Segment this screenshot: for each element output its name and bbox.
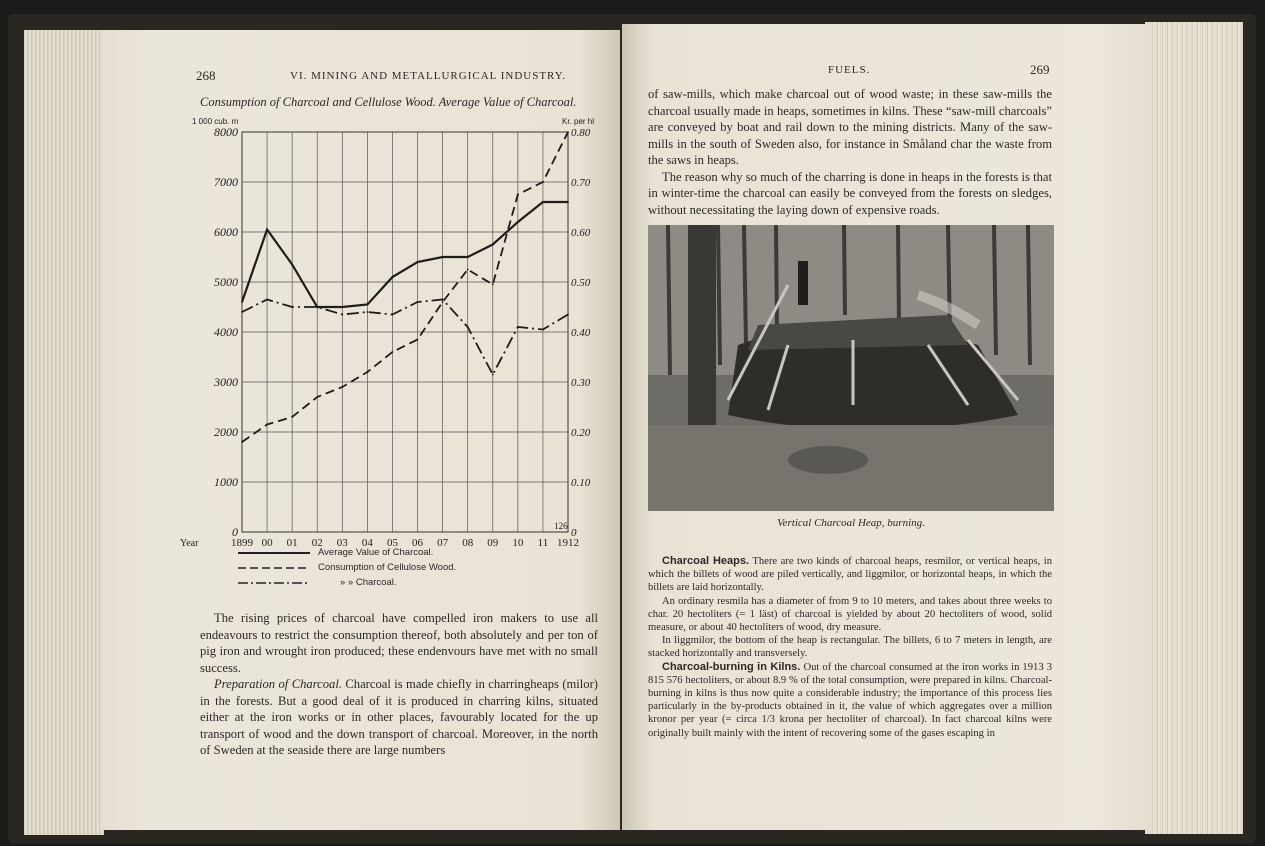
data-point-solid [492, 244, 494, 246]
paragraph: The reason why so much of the charring is done in heaps in the forests is that in winter-time the charcoal can easily be conveyed from the forests on sledges, without necessitating the laying down of expensive roads. [648, 169, 1052, 217]
legend-label: Average Value of Charcoal. [318, 547, 434, 558]
legend-swatch-dashed [238, 565, 310, 571]
data-point-dashed [241, 441, 243, 443]
data-point-dashdot [316, 306, 318, 308]
legend-item-average-value [238, 545, 456, 560]
data-point-dashdot [241, 311, 243, 313]
x-tick-label: 04 [361, 537, 373, 549]
data-point-solid [442, 256, 444, 258]
chart-annotation: 126 [554, 521, 568, 531]
data-point-dashed [467, 269, 469, 271]
data-point-dashed [366, 371, 368, 373]
x-tick-label: 03 [336, 537, 348, 549]
legend-label: Consumption of Cellulose Wood. [318, 562, 457, 573]
chart-legend [238, 545, 456, 590]
x-tick-label: 1899 [231, 537, 253, 549]
paragraph: In liggmilor, the bottom of the heap is rectangular. The billets, 6 to 7 meters in length, are stacked horizontally and transversely. [648, 635, 1052, 660]
data-point-dashdot [291, 306, 293, 308]
data-point-solid [266, 229, 268, 231]
x-tick-label: 02 [311, 537, 323, 549]
data-point-dashed [341, 386, 343, 388]
paragraph [648, 555, 1052, 595]
right-tick-label: 0.80 [571, 127, 591, 139]
paragraph: of saw-mills, which make charcoal out of wood waste; in these saw-mills the charcoal usually made in heaps, sometimes in kilns. These “saw-mill charcoals” are conveyed by boat and rail down to the mining districts. Many of the saw-mills in the south of Sweden also, for instance in Småland char the waste from the saws in heaps. [648, 87, 1052, 167]
data-point-dashed [517, 194, 519, 196]
x-tick-label: 00 [261, 537, 273, 549]
right-tick-label: 0.30 [571, 377, 591, 389]
data-point-dashdot [392, 314, 394, 316]
left-page-number: 268 [196, 68, 216, 83]
data-point-solid [291, 264, 293, 266]
paragraph-lead: Preparation of Charcoal. [214, 677, 342, 691]
data-point-dashdot [417, 301, 419, 303]
data-point-dashdot [542, 329, 544, 331]
data-point-solid [542, 201, 544, 203]
data-point-dashdot [366, 311, 368, 313]
paragraph-body: There are two kinds of charcoal heaps, resmilor, or vertical heaps, in which the billets of wood are piled vertically, and liggmilor, or horizontal heaps, in which the billets are laid horizontally. [648, 556, 1053, 594]
legend-swatch-solid [238, 550, 310, 556]
series-line-solid [242, 202, 568, 307]
data-point-dashed [442, 301, 444, 303]
series-line-dashdot [242, 300, 568, 375]
data-point-solid [241, 301, 243, 303]
data-point-dashdot [341, 314, 343, 316]
data-point-solid [341, 306, 343, 308]
right-small-text [648, 555, 1052, 740]
left-tick-label: 8000 [214, 125, 238, 139]
right-tick-label: 0 [571, 527, 577, 539]
legend-label: » » Charcoal. [340, 577, 397, 588]
left-tick-label: 0 [232, 525, 238, 539]
left-page-edges [24, 30, 104, 835]
legend-item-charcoal [238, 575, 456, 590]
right-tick-label: 0.60 [571, 227, 591, 239]
data-point-dashdot [442, 299, 444, 301]
charcoal-heap-photo [648, 225, 1054, 511]
data-point-dashdot [467, 326, 469, 328]
data-point-dashdot [517, 326, 519, 328]
right-body-text [648, 86, 1052, 218]
chart-title: Consumption of Charcoal and Cellulose Wood. Average Value of Charcoal. [200, 95, 577, 109]
left-running-head: VI. MINING AND METALLURGICAL INDUSTRY. [290, 70, 567, 82]
section-heading-heaps: Charcoal Heaps. [662, 555, 750, 567]
x-axis-prefix: Year [180, 538, 199, 549]
left-tick-label: 6000 [214, 225, 238, 239]
data-point-dashed [392, 351, 394, 353]
data-point-solid [467, 256, 469, 258]
photo-caption: Vertical Charcoal Heap, burning. [777, 517, 925, 529]
right-tick-label: 0.20 [571, 427, 591, 439]
x-tick-label: 09 [487, 537, 499, 549]
data-point-dashed [567, 131, 569, 133]
paragraph [200, 676, 598, 759]
x-tick-label: 11 [537, 537, 549, 549]
data-point-dashdot [266, 299, 268, 301]
right-page-edges [1145, 22, 1243, 834]
right-tick-label: 0.70 [571, 177, 591, 189]
paragraph-body: Charcoal is made chiefly in charringheaps (milor) in the forests. But a good deal of it is produced in charring kilns, situated either at the iron works or in other places, favourably located for the up transport of wood and the down transport of charcoal. Moreover, in the north of Sweden at the seaside there are large numbers [200, 677, 598, 757]
x-tick-label: 06 [412, 537, 424, 549]
data-point-dashed [291, 416, 293, 418]
data-point-solid [517, 221, 519, 223]
right-tick-label: 0.40 [571, 327, 591, 339]
legend-item-cellulose [238, 560, 456, 575]
left-tick-label: 5000 [214, 275, 238, 289]
right-tick-label: 0.50 [571, 277, 591, 289]
data-point-solid [567, 201, 569, 203]
paragraph: An ordinary resmila has a diameter of from 9 to 10 meters, and takes about three weeks to char. 20 hectoliters (= 1 läst) of charcoal is yielded by about 20 hectoliters of wood, solid measure, or about 40 hectoliters of wood, dry measure. [648, 595, 1052, 634]
data-point-solid [417, 261, 419, 263]
x-tick-label: 1912 [557, 537, 579, 549]
data-point-dashed [542, 181, 544, 183]
x-tick-label: 10 [512, 537, 524, 549]
line-chart [180, 112, 600, 552]
left-body-text [200, 610, 598, 759]
left-tick-label: 3000 [214, 375, 238, 389]
data-point-dashdot [567, 314, 569, 316]
series-line-dashed [242, 132, 568, 442]
data-point-dashed [492, 284, 494, 286]
data-point-dashed [316, 396, 318, 398]
x-tick-label: 08 [462, 537, 474, 549]
left-tick-label: 1000 [214, 475, 238, 489]
data-point-dashdot [492, 374, 494, 376]
right-axis-unit: Kr. per hl [561, 117, 594, 126]
x-tick-label: 01 [286, 537, 298, 549]
x-tick-label: 07 [437, 537, 449, 549]
right-page-number: 269 [1030, 62, 1050, 77]
paragraph-body: Out of the charcoal consumed at the iron works in 1913 3 815 576 hectoliters, or about 8.9 % of the total consumption, were prepared in kilns. Charcoal-burning in kilns is thus now quite a considerable industry; the importance of this process lies particularly in the by-products obtained in it, the value of which aggregates over a million kronor per year (= circa 1/3 krona per hectoliter of charcoal). In fact charcoal kilns were originally built mainly with the intent of recovering some of the gases escaping in [648, 661, 1052, 739]
data-point-dashed [266, 424, 268, 426]
left-tick-label: 7000 [214, 175, 238, 189]
right-tick-label: 0.10 [571, 477, 591, 489]
left-tick-label: 4000 [214, 325, 238, 339]
paragraph [648, 661, 1052, 740]
data-point-dashed [417, 339, 419, 341]
data-point-solid [392, 276, 394, 278]
left-axis-unit: 1 000 cub. m [192, 117, 239, 126]
right-running-head: FUELS. [828, 64, 871, 76]
legend-swatch-dashdot [238, 580, 310, 586]
paragraph: The rising prices of charcoal have compelled iron makers to use all endeavours to restrict the consumption thereof, both absolutely and per ton of pig iron and wrought iron produced; these endenvours have met with no small success. [200, 611, 598, 675]
x-tick-label: 05 [386, 537, 398, 549]
left-tick-label: 2000 [214, 425, 238, 439]
section-heading-kilns: Charcoal-burning in Kilns. [662, 660, 801, 673]
data-point-solid [366, 304, 368, 306]
